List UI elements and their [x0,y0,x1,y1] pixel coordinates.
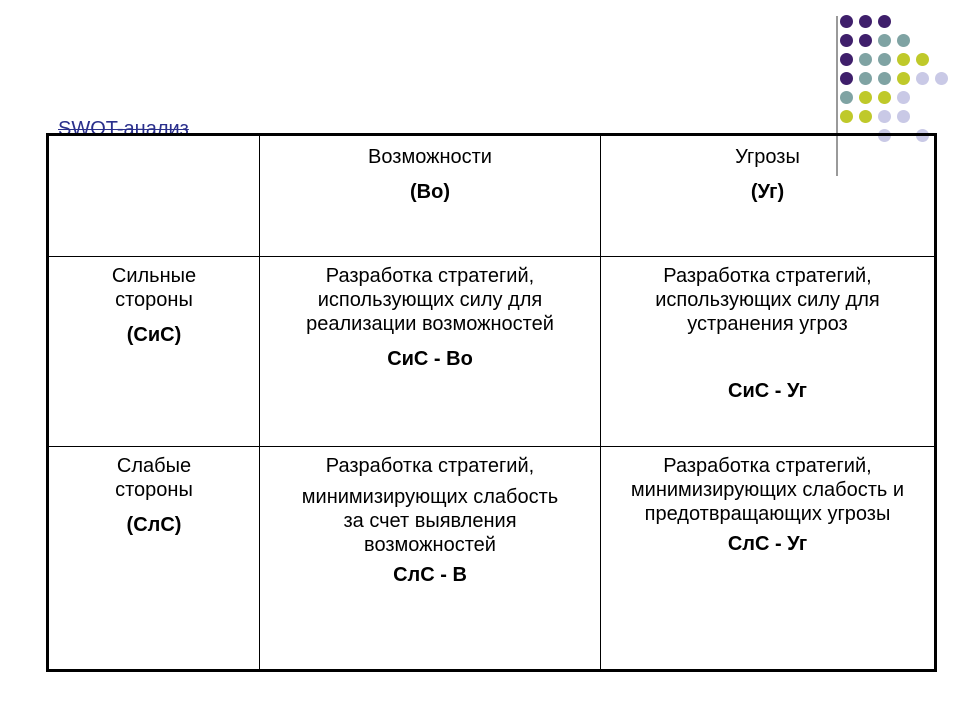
decorative-dot [840,72,853,85]
opportunities-abbr: (Во) [410,181,450,203]
header-opportunities [260,135,601,257]
wt-text: Разработка стратегий, минимизирующих слабость и предотвращающих угрозы [630,455,905,525]
decorative-dot [878,91,891,104]
decorative-dot [840,91,853,104]
wo-cell [260,447,601,671]
swot-table [46,133,937,672]
decorative-dot [878,15,891,28]
decorative-dot [859,53,872,66]
decorative-dot [840,53,853,66]
decorative-dot [859,72,872,85]
decorative-dot [859,15,872,28]
decorative-dot [840,15,853,28]
decorative-dot [897,53,910,66]
decorative-dot [897,110,910,123]
opportunities-label: Возможности [368,146,492,168]
decorative-dot [878,72,891,85]
strengths-abbr: (СиС) [126,324,182,346]
decorative-dot [859,34,872,47]
decorative-dot [859,91,872,104]
strengths-label-line2: стороны [115,289,193,311]
slide-title: SWOT-анализ [58,118,189,140]
wo-code: СлС - В [393,564,467,586]
decorative-dot [916,72,929,85]
st-code: СиС - Уг [728,380,807,402]
header-threats [601,135,936,257]
strengths-label-cell [48,257,260,447]
decorative-dot [878,34,891,47]
strengths-label-line1: Сильные [111,265,197,287]
decorative-dot [935,72,948,85]
decorative-dot [897,72,910,85]
threats-label: Угрозы [735,146,800,168]
wo-text-line1: Разработка стратегий, [325,455,535,477]
decorative-dot [840,110,853,123]
threats-abbr: (Уг) [750,181,785,203]
st-cell [601,257,936,447]
decorative-dot [878,53,891,66]
so-code: СиС - Во [387,348,473,370]
weaknesses-label-line1: Слабые [116,455,192,477]
decorative-dot [897,91,910,104]
so-text: Разработка стратегий, использующих силу для реализации возможностей [306,265,554,335]
decorative-dot [840,34,853,47]
decorative-dot [916,53,929,66]
weaknesses-label-cell [48,447,260,671]
wo-text: минимизирующих слабость за счет выявления возможностей [301,486,559,556]
decorative-dot [859,110,872,123]
so-cell [260,257,601,447]
weaknesses-label-line2: стороны [115,479,193,501]
wt-cell [601,447,936,671]
wt-code: СлС - Уг [727,533,808,555]
st-text: Разработка стратегий, использующих силу для устранения угроз [655,265,880,335]
decorative-dot [897,34,910,47]
weaknesses-abbr: (СлС) [126,514,182,536]
header-empty-cell [48,135,260,257]
decorative-dot [878,110,891,123]
